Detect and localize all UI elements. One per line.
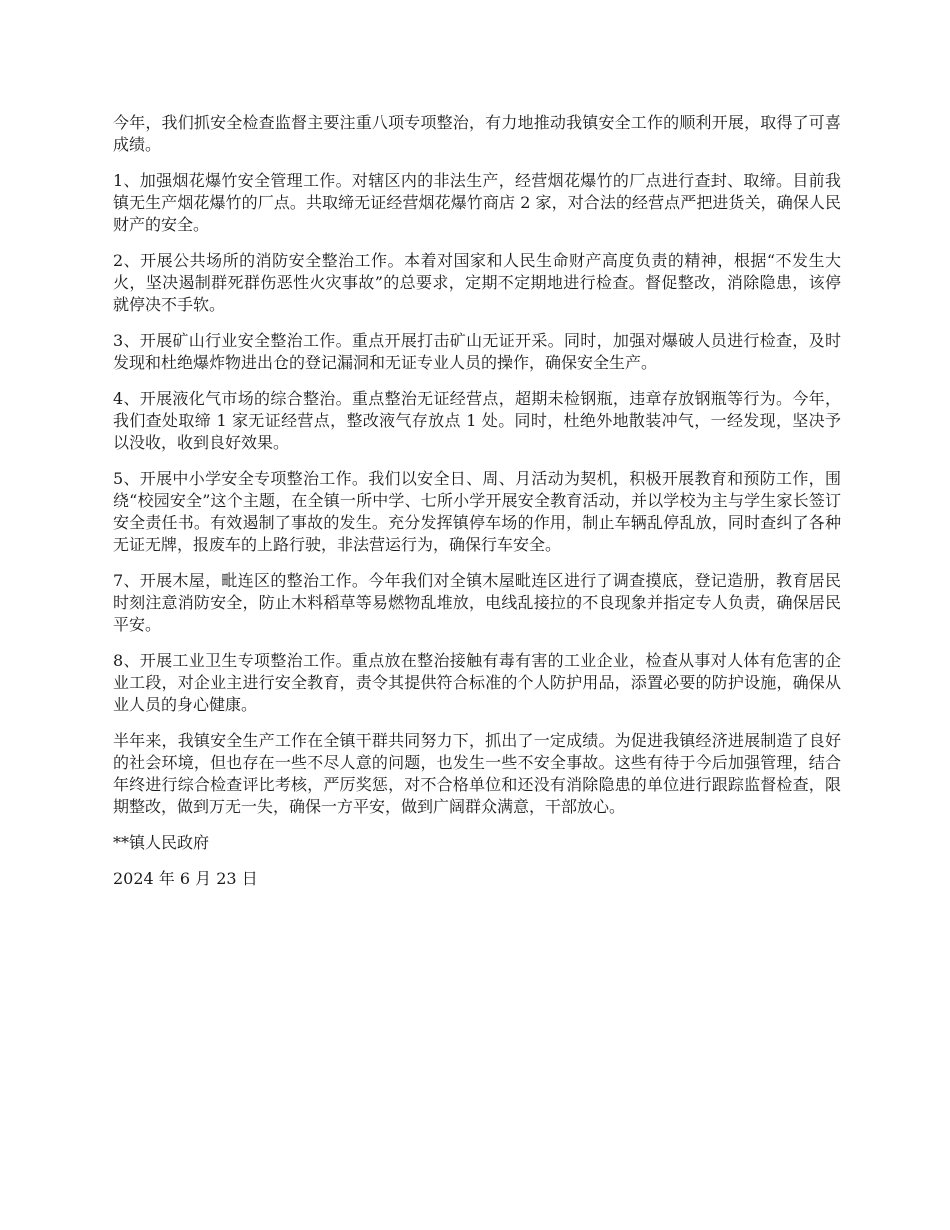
item-lpg-paragraph: 4、开展液化气市场的综合整治。重点整治无证经营点，超期未检钢瓶，违章存放钢瓶等行为。今年，我们查处取缔 1 家无证经营点，整改液气存放点 1 处。同时，杜绝外地散装冲气，一经发现，坚决予以没收，收到良好效果。 [113,389,841,452]
item-fireworks-paragraph: 1、加强烟花爆竹安全管理工作。对辖区内的非法生产，经营烟花爆竹的厂点进行查封、取缔。目前我镇无生产烟花爆竹的厂点。共取缔无证经营烟花爆竹商店 2 家，对合法的经营点严把进货关，确保人民财产的安全。 [113,171,841,234]
date-line: 2024 年 6 月 23 日 [113,869,258,888]
item-wooden-houses-paragraph: 7、开展木屋，毗连区的整治工作。今年我们对全镇木屋毗连区进行了调查摸底，登记造册，教育居民时刻注意消防安全，防止木料稻草等易燃物乱堆放，电线乱接拉的不良现象并指定专人负责，确保居民平安。 [113,571,841,634]
document-body [113,112,841,904]
summary-paragraph: 半年来，我镇安全生产工作在全镇干群共同努力下，抓出了一定成绩。为促进我镇经济进展制造了良好的社会环境，但也存在一些不尽人意的问题，也发生一些不安全事故。这些有待于今后加强管理，结合年终进行综合检查评比考核，严厉奖惩，对不合格单位和还没有消除隐患的单位进行跟踪监督检查，限期整改，做到万无一失，确保一方平安，做到广阔群众满意，干部放心。 [113,731,841,816]
item-fire-safety-paragraph: 2、开展公共场所的消防安全整治工作。本着对国家和人民生命财产高度负责的精神，根据“不发生大火，坚决遏制群死群伤恶性火灾事故”的总要求，定期不定期地进行检查。督促整改，消除隐患，该停就停决不手软。 [113,251,841,314]
intro-paragraph: 今年，我们抓安全检查监督主要注重八项专项整治，有力地推动我镇安全工作的顺利开展，取得了可喜成绩。 [113,113,841,154]
item-mining-paragraph: 3、开展矿山行业安全整治工作。重点开展打击矿山无证开采。同时，加强对爆破人员进行检查，及时发现和杜绝爆炸物进出仓的登记漏洞和无证专业人员的操作，确保安全生产。 [113,331,841,372]
item-industrial-hygiene-paragraph: 8、开展工业卫生专项整治工作。重点放在整治接触有毒有害的工业企业，检查从事对人体有危害的企业工段，对企业主进行安全教育，责令其提供符合标准的个人防护用品，添置必要的防护设施，确保从业人员的身心健康。 [113,651,841,714]
signature-line: **镇人民政府 [113,833,210,852]
item-school-safety-paragraph: 5、开展中小学安全专项整治工作。我们以安全日、周、月活动为契机，积极开展教育和预防工作，围绕“校园安全”这个主题，在全镇一所中学、七所小学开展安全教育活动，并以学校为主与学生家长签订安全责任书。有效遏制了事故的发生。充分发挥镇停车场的作用，制止车辆乱停乱放，同时查纠了各种无证无牌，报废车的上路行驶，非法营运行为，确保行车安全。 [113,469,841,554]
